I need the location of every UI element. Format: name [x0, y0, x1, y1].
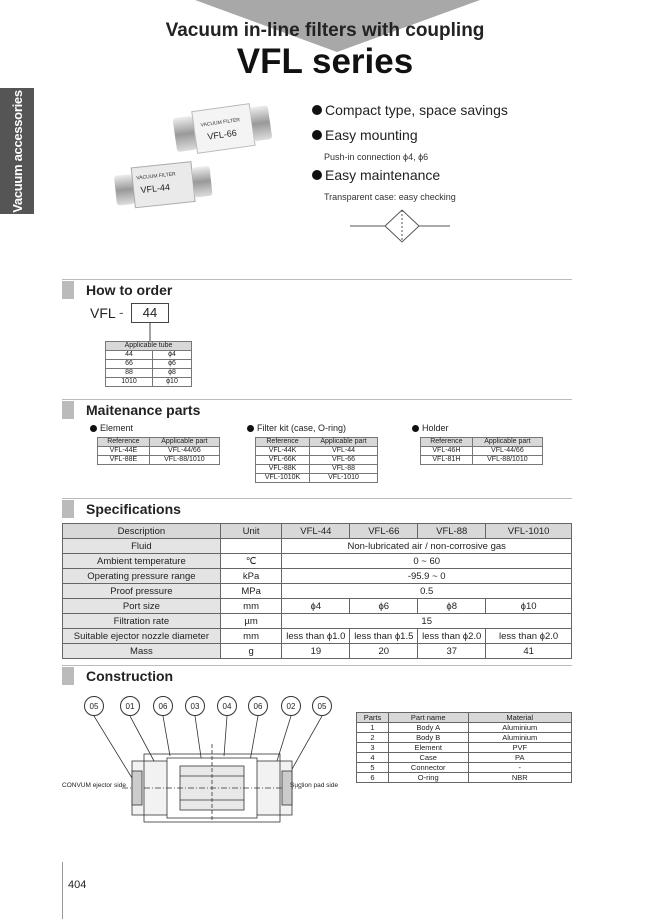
callout-06b: 06 [248, 696, 268, 716]
table-row: Filtration rate µm 15 [63, 614, 572, 629]
table-row: Ambient temperature ℃ 0 ~ 60 [63, 554, 572, 569]
table-row: VFL-66K VFL-66 [256, 456, 378, 465]
section-heading: Specifications [86, 501, 181, 517]
page-title: VFL series [236, 42, 414, 81]
order-table-header: Applicable tube [106, 342, 192, 351]
order-code-box: 44 [131, 303, 169, 323]
bullet-icon [247, 425, 254, 432]
table-row: VFL-44E VFL-44/66 [98, 447, 220, 456]
photo-brand-a: VACUUM FILTER [200, 117, 241, 129]
callout-03: 03 [185, 696, 205, 716]
callout-05: 05 [84, 696, 104, 716]
feature-mounting [312, 127, 418, 143]
construction-drawing [62, 716, 352, 826]
feature-detail: Transparent case: easy checking [324, 192, 456, 202]
spec-table: Description Unit VFL-44 VFL-66 VFL-88 VFL-1010 Fluid Non-lubricated air / non-corrosive gas Ambient temperature ℃ 0 ~ 60 Operating pressure range kPa -95.9 ~ 0 Proof pressure MPa 0.5 Port size mm ϕ4 ϕ6 ϕ8 ϕ10 Filtration rate µm 15 Suitable ejector nozzle diameter mm less than ϕ1.0 less than ϕ1.5 less than ϕ2.0 less than ϕ2.0 Mass g 19 20 37 41 [62, 523, 572, 659]
section-heading: Maitenance parts [86, 402, 201, 418]
filter-symbol-icon [345, 205, 455, 247]
element-label: Element [90, 423, 133, 433]
table-row: Fluid Non-lubricated air / non-corrosive gas [63, 539, 572, 554]
feature-label: Compact type, space savings [325, 102, 508, 118]
table-row: Proof pressure MPa 0.5 [63, 584, 572, 599]
table-row: 1 Body A Aluminium [357, 723, 572, 733]
bullet-icon [312, 130, 322, 140]
table-row: VFL-81H VFL-88/1010 [421, 456, 543, 465]
table-row: 1010 ϕ10 [106, 378, 192, 387]
label-ejector-side: CONVUM ejector side [62, 782, 126, 789]
table-row: 5 Connector - [357, 763, 572, 773]
bullet-icon [312, 105, 322, 115]
feature-detail: Push-in connection ϕ4, ϕ6 [324, 152, 429, 162]
filter-kit-table: Reference Applicable part VFL-44K VFL-44 VFL-66K VFL-66 VFL-88K VFL-88 VFL-1010K VFL-1010 [255, 437, 378, 483]
order-connector [140, 323, 160, 343]
order-table [105, 341, 192, 387]
photo-label-a: VFL-66 [206, 127, 238, 142]
filter-kit-label: Filter kit (case, O-ring) [247, 423, 346, 433]
table-row: 4 Case PA [357, 753, 572, 763]
bullet-icon [412, 425, 419, 432]
table-row: 88 ϕ8 [106, 369, 192, 378]
callout-05b: 05 [312, 696, 332, 716]
table-row: VFL-1010K VFL-1010 [256, 474, 378, 483]
table-row: VFL-88E VFL-88/1010 [98, 456, 220, 465]
section-heading: How to order [86, 282, 173, 298]
table-row: Suitable ejector nozzle diameter mm less than ϕ1.0 less than ϕ1.5 less than ϕ2.0 less than ϕ2.0 [63, 629, 572, 644]
bullet-icon [312, 170, 322, 180]
label-suction-side: Suction pad side [290, 782, 339, 789]
side-tab-label: Vacuum accessories [9, 89, 25, 213]
order-prefix: VFL [90, 305, 116, 321]
callout-06: 06 [153, 696, 173, 716]
photo-label-b: VFL-44 [140, 182, 171, 196]
table-row: 66 ϕ6 [106, 360, 192, 369]
holder-label: Holder [412, 423, 449, 433]
photo-brand-b: VACUUM FILTER [136, 171, 176, 182]
table-row: Port size mm ϕ4 ϕ6 ϕ8 ϕ10 [63, 599, 572, 614]
section-specifications [62, 500, 572, 520]
holder-table: Reference Applicable part VFL-46H VFL-44/66 VFL-81H VFL-88/1010 [420, 437, 543, 465]
table-row: VFL-88K VFL-88 [256, 465, 378, 474]
bullet-icon [90, 425, 97, 432]
section-construction [62, 667, 572, 687]
table-row: 6 O-ring NBR [357, 773, 572, 783]
feature-label: Easy maintenance [325, 167, 441, 183]
section-maintenance [62, 401, 572, 421]
table-row: Operating pressure range kPa -95.9 ~ 0 [63, 569, 572, 584]
order-dash: - [119, 304, 124, 320]
callout-01: 01 [120, 696, 140, 716]
feature-label: Easy mounting [325, 127, 418, 143]
callout-02: 02 [281, 696, 301, 716]
table-row: 3 Element PVF [357, 743, 572, 753]
section-how-to-order [62, 281, 572, 301]
product-photo [110, 98, 280, 218]
parts-table: Parts Part name Material 1 Body A Aluminium 2 Body B Aluminium 3 Element PVF 4 Case PA 5 Connector - 6 O-ring NBR [356, 712, 572, 783]
section-heading: Construction [86, 668, 174, 684]
table-row: 44 ϕ4 [106, 351, 192, 360]
callout-04: 04 [217, 696, 237, 716]
table-row: VFL-44K VFL-44 [256, 447, 378, 456]
table-row: Mass g 19 20 37 41 [63, 644, 572, 659]
feature-maintenance [312, 167, 440, 183]
element-table: Reference Applicable part VFL-44E VFL-44/66 VFL-88E VFL-88/1010 [97, 437, 220, 465]
side-tab [0, 88, 34, 214]
table-row: VFL-46H VFL-44/66 [421, 447, 543, 456]
page-number: 404 [68, 879, 87, 891]
gutter-line [62, 862, 63, 919]
table-row: 2 Body B Aluminium [357, 733, 572, 743]
feature-compact [312, 102, 508, 118]
page-subtitle: Vacuum in-line filters with coupling [165, 20, 485, 41]
